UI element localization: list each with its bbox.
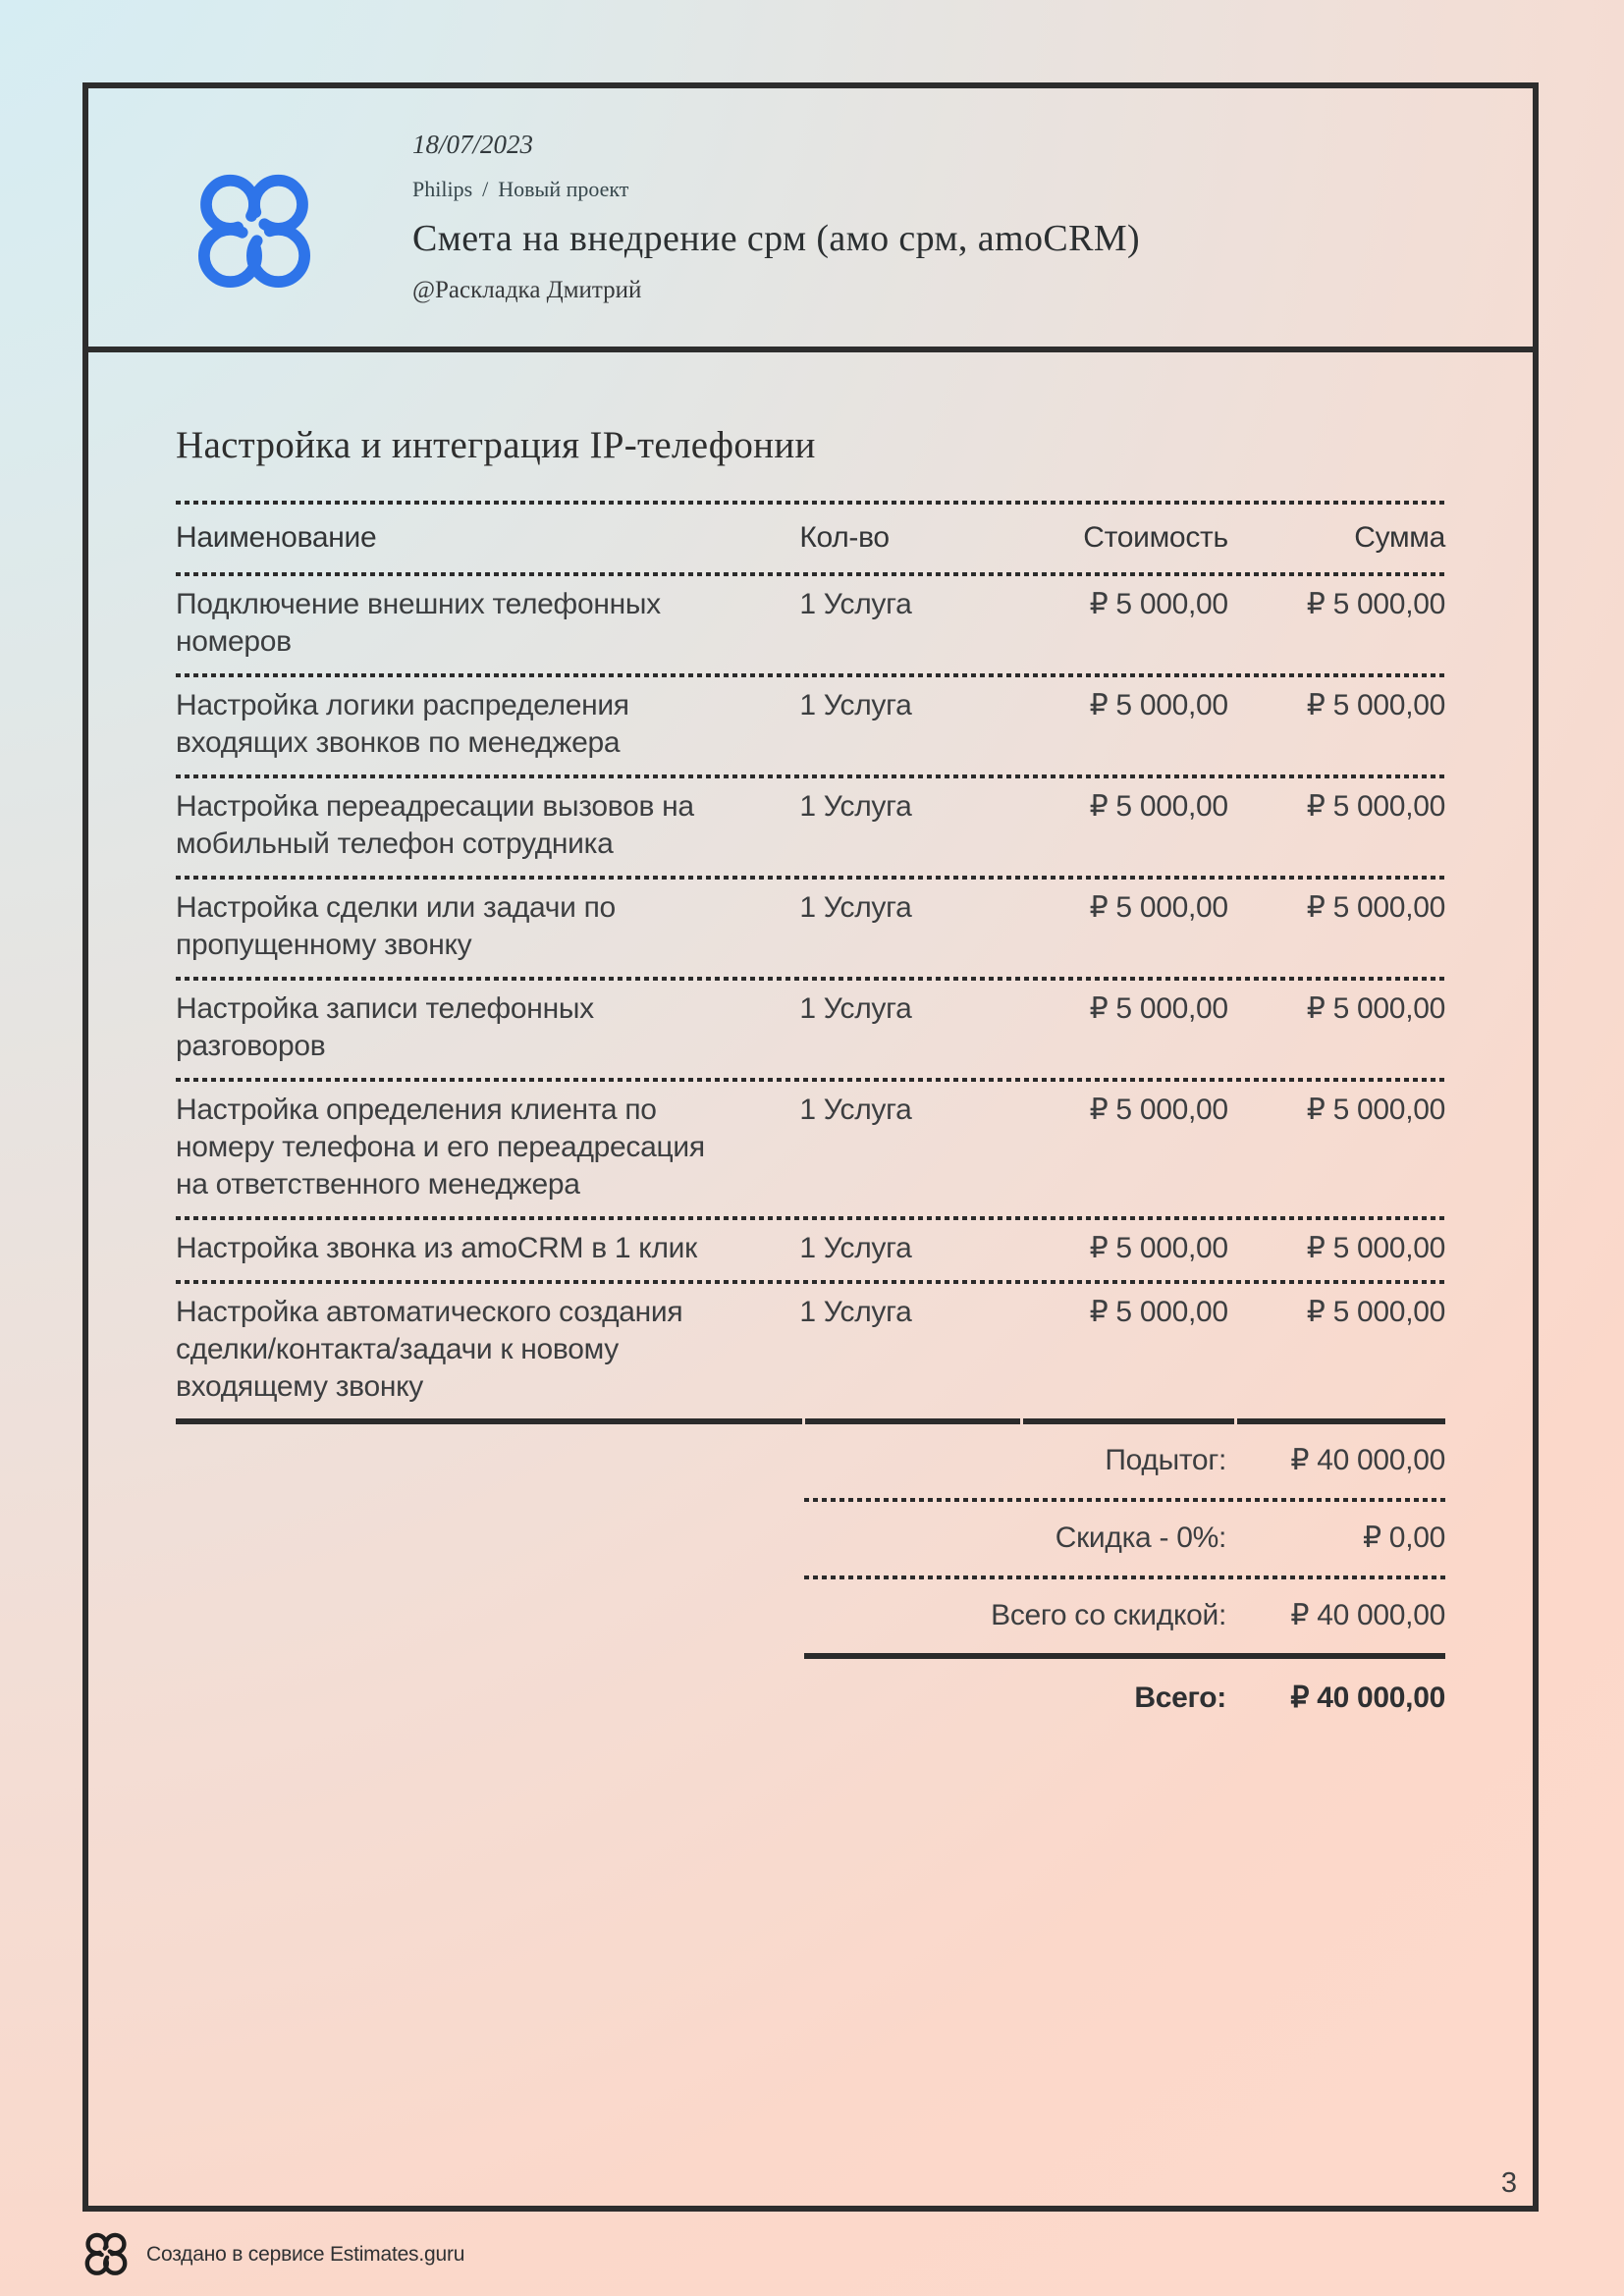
item-sum: ₽ 5 000,00 (1306, 1094, 1445, 1126)
grand-total-value: ₽ 40 000,00 (1290, 1682, 1445, 1714)
subtotal-row (804, 1424, 1445, 1498)
total-discounted-row (804, 1579, 1445, 1653)
item-sum: ₽ 5 000,00 (1306, 1232, 1445, 1264)
totals-block (804, 1424, 1445, 1735)
item-qty: 1 Услуга (799, 689, 912, 721)
item-price: ₽ 5 000,00 (1089, 891, 1228, 924)
breadcrumb-project: Philips (412, 177, 473, 201)
discount-value: ₽ 0,00 (1362, 1522, 1445, 1554)
item-qty: 1 Услуга (799, 891, 912, 924)
item-name: Настройка логики распределения входящих звонков по менеджера (176, 689, 629, 759)
item-name: Настройка сделки или задачи по пропущенному звонку (176, 891, 616, 961)
item-price: ₽ 5 000,00 (1089, 689, 1228, 721)
breadcrumb-separator: / (482, 177, 489, 201)
table-row (176, 1284, 1445, 1418)
item-sum: ₽ 5 000,00 (1306, 992, 1445, 1025)
table-row (176, 981, 1445, 1078)
table-bottom-border (176, 1418, 1445, 1424)
service-footer (82, 2230, 464, 2278)
item-price: ₽ 5 000,00 (1089, 1296, 1228, 1328)
item-sum: ₽ 5 000,00 (1306, 1296, 1445, 1328)
document-body (88, 423, 1533, 1735)
table-row (176, 1220, 1445, 1280)
column-header-name: Наименование (176, 521, 377, 554)
item-qty: 1 Услуга (799, 588, 912, 620)
item-name: Подключение внешних телефонных номеров (176, 588, 661, 658)
table-header-row (176, 505, 1445, 572)
item-price: ₽ 5 000,00 (1089, 1094, 1228, 1126)
document-header (88, 88, 1533, 352)
document-meta (412, 130, 1140, 304)
item-name: Настройка звонка из amoCRM в 1 клик (176, 1232, 697, 1264)
item-price: ₽ 5 000,00 (1089, 992, 1228, 1025)
table-row (176, 677, 1445, 774)
item-name: Настройка определения клиента по номеру телефона и его переадресация на ответственного менеджера (176, 1094, 705, 1201)
document-author: @Раскладка Дмитрий (412, 277, 642, 303)
item-sum: ₽ 5 000,00 (1306, 588, 1445, 620)
item-qty: 1 Услуга (799, 1296, 912, 1328)
item-qty: 1 Услуга (799, 992, 912, 1025)
table-row (176, 576, 1445, 673)
grand-total-label: Всего: (1134, 1682, 1226, 1714)
item-sum: ₽ 5 000,00 (1306, 689, 1445, 721)
page-number: 3 (1500, 2167, 1517, 2199)
total-discounted-value: ₽ 40 000,00 (1290, 1599, 1445, 1631)
discount-label: Скидка - 0%: (1055, 1522, 1226, 1554)
estimates-guru-logo-icon (191, 168, 317, 295)
item-qty: 1 Услуга (799, 1094, 912, 1126)
estimate-sheet (82, 82, 1539, 2212)
table-row (176, 1082, 1445, 1216)
breadcrumb (412, 177, 1140, 202)
subtotal-value: ₽ 40 000,00 (1290, 1444, 1445, 1476)
discount-row (804, 1502, 1445, 1575)
document-title: Смета на внедрение срм (амо срм, amoCRM) (412, 218, 1141, 259)
estimates-guru-footer-logo-icon (82, 2230, 130, 2278)
item-name: Настройка записи телефонных разговоров (176, 992, 594, 1062)
item-price: ₽ 5 000,00 (1089, 790, 1228, 823)
document-date: 18/07/2023 (412, 130, 534, 159)
item-price: ₽ 5 000,00 (1089, 1232, 1228, 1264)
column-header-price: Стоимость (1083, 521, 1228, 554)
footer-service-text: Создано в сервисе Estimates.guru (146, 2242, 465, 2266)
section-title: Настройка и интеграция IP-телефонии (176, 424, 816, 466)
table-row (176, 880, 1445, 977)
breadcrumb-item: Новый проект (498, 177, 629, 201)
item-price: ₽ 5 000,00 (1089, 588, 1228, 620)
table-row (176, 778, 1445, 876)
item-sum: ₽ 5 000,00 (1306, 891, 1445, 924)
item-name: Настройка автоматического создания сделки/контакта/задачи к новому входящему звонку (176, 1296, 683, 1403)
grand-total-row (804, 1659, 1445, 1735)
item-qty: 1 Услуга (799, 1232, 912, 1264)
items-table (176, 501, 1445, 1424)
column-header-sum: Сумма (1354, 521, 1445, 554)
item-sum: ₽ 5 000,00 (1306, 790, 1445, 823)
total-discounted-label: Всего со скидкой: (991, 1599, 1226, 1631)
subtotal-label: Подытог: (1105, 1444, 1226, 1476)
item-qty: 1 Услуга (799, 790, 912, 823)
item-name: Настройка переадресации вызовов на мобильный телефон сотрудника (176, 790, 694, 860)
column-header-qty: Кол-во (799, 521, 890, 554)
